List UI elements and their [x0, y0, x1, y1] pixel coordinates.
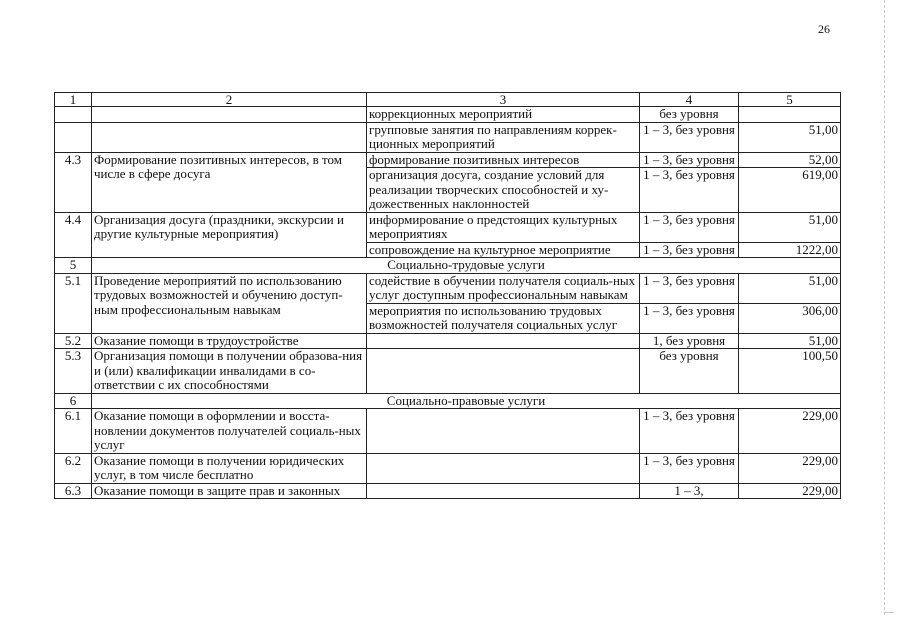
scan-right-edge — [884, 0, 885, 615]
service-price: 51,00 — [739, 333, 841, 349]
need-level: 1 – 3, без уровня — [640, 303, 739, 333]
table-row — [55, 273, 841, 303]
service-price: 1222,00 — [739, 242, 841, 258]
need-level: 1, без уровня — [640, 333, 739, 349]
section-row — [55, 393, 841, 409]
service-name: Проведение мероприятий по использованию трудовых возможностей и обучению доступ-ным профессиональным навыкам — [92, 273, 367, 333]
column-number-3: 3 — [367, 93, 640, 107]
service-name: Формирование позитивных интересов, в том числе в сфере досуга — [92, 152, 367, 212]
service-content — [367, 333, 640, 349]
item-number: 6.1 — [55, 409, 92, 454]
service-content: формирование позитивных интересов — [367, 152, 640, 168]
service-name: Оказание помощи в получении юридических услуг, в том числе бесплатно — [92, 453, 367, 483]
column-number-4: 4 — [640, 93, 739, 107]
table-row — [55, 212, 841, 242]
service-price: 619,00 — [739, 168, 841, 213]
service-content — [367, 483, 640, 499]
need-level: 1 – 3, без уровня — [640, 212, 739, 242]
service-name: Оказание помощи в оформлении и восста-новлении документов получателей социаль-ных услуг — [92, 409, 367, 454]
service-price: 100,50 — [739, 349, 841, 394]
service-price: 229,00 — [739, 453, 841, 483]
table-row — [55, 333, 841, 349]
service-name — [92, 107, 367, 123]
scan-edge-tick — [884, 612, 894, 613]
item-number: 6.3 — [55, 483, 92, 499]
need-level: 1 – 3, без уровня — [640, 122, 739, 152]
section-number: 5 — [55, 258, 92, 274]
item-number — [55, 122, 92, 152]
need-level: 1 – 3, без уровня — [640, 453, 739, 483]
item-number: 4.3 — [55, 152, 92, 212]
service-price: 52,00 — [739, 152, 841, 168]
section-title: Социально-трудовые услуги — [92, 258, 841, 274]
service-price: 51,00 — [739, 212, 841, 242]
table-row — [55, 122, 841, 152]
need-level: 1 – 3, без уровня — [640, 409, 739, 454]
service-name: Организация помощи в получении образова-ния и (или) квалификации инвалидами в со-ответствии с их способностями — [92, 349, 367, 394]
need-level: без уровня — [640, 107, 739, 123]
item-number: 6.2 — [55, 453, 92, 483]
service-price: 51,00 — [739, 273, 841, 303]
section-title: Социально-правовые услуги — [92, 393, 841, 409]
table-row — [55, 152, 841, 168]
services-tariff-table — [54, 92, 841, 499]
service-content: информирование о предстоящих культурных мероприятиях — [367, 212, 640, 242]
need-level: 1 – 3, без уровня — [640, 168, 739, 213]
service-content: сопровождение на культурное мероприятие — [367, 242, 640, 258]
service-content: организация досуга, создание условий для реализации творческих способностей и ху-дожественных наклонностей — [367, 168, 640, 213]
table-row — [55, 453, 841, 483]
table-row — [55, 409, 841, 454]
need-level: 1 – 3, без уровня — [640, 152, 739, 168]
service-content — [367, 453, 640, 483]
table-row — [55, 107, 841, 123]
item-number: 5.3 — [55, 349, 92, 394]
section-number: 6 — [55, 393, 92, 409]
section-row — [55, 258, 841, 274]
service-price: 229,00 — [739, 409, 841, 454]
service-price: 306,00 — [739, 303, 841, 333]
service-content — [367, 409, 640, 454]
page-number: 26 — [818, 22, 830, 36]
service-content: коррекционных мероприятий — [367, 107, 640, 123]
table-row — [55, 483, 841, 499]
need-level: 1 – 3, — [640, 483, 739, 499]
column-number-2: 2 — [92, 93, 367, 107]
service-name: Организация досуга (праздники, экскурсии и другие культурные мероприятия) — [92, 212, 367, 258]
service-name — [92, 122, 367, 152]
service-price: 51,00 — [739, 122, 841, 152]
column-number-row — [55, 93, 841, 107]
service-content: групповые занятия по направлениям коррек-ционных мероприятий — [367, 122, 640, 152]
item-number — [55, 107, 92, 123]
need-level: 1 – 3, без уровня — [640, 273, 739, 303]
item-number: 5.2 — [55, 333, 92, 349]
table-row — [55, 349, 841, 394]
need-level: без уровня — [640, 349, 739, 394]
service-price — [739, 107, 841, 123]
item-number: 5.1 — [55, 273, 92, 333]
service-name: Оказание помощи в трудоустройстве — [92, 333, 367, 349]
service-content — [367, 349, 640, 394]
column-number-1: 1 — [55, 93, 92, 107]
need-level: 1 – 3, без уровня — [640, 242, 739, 258]
service-price: 229,00 — [739, 483, 841, 499]
service-content: мероприятия по использованию трудовых возможностей получателя социальных услуг — [367, 303, 640, 333]
item-number: 4.4 — [55, 212, 92, 258]
column-number-5: 5 — [739, 93, 841, 107]
service-content: содействие в обучении получателя социаль-ных услуг доступным профессиональным навыкам — [367, 273, 640, 303]
service-name: Оказание помощи в защите прав и законных — [92, 483, 367, 499]
table-body — [55, 93, 841, 499]
